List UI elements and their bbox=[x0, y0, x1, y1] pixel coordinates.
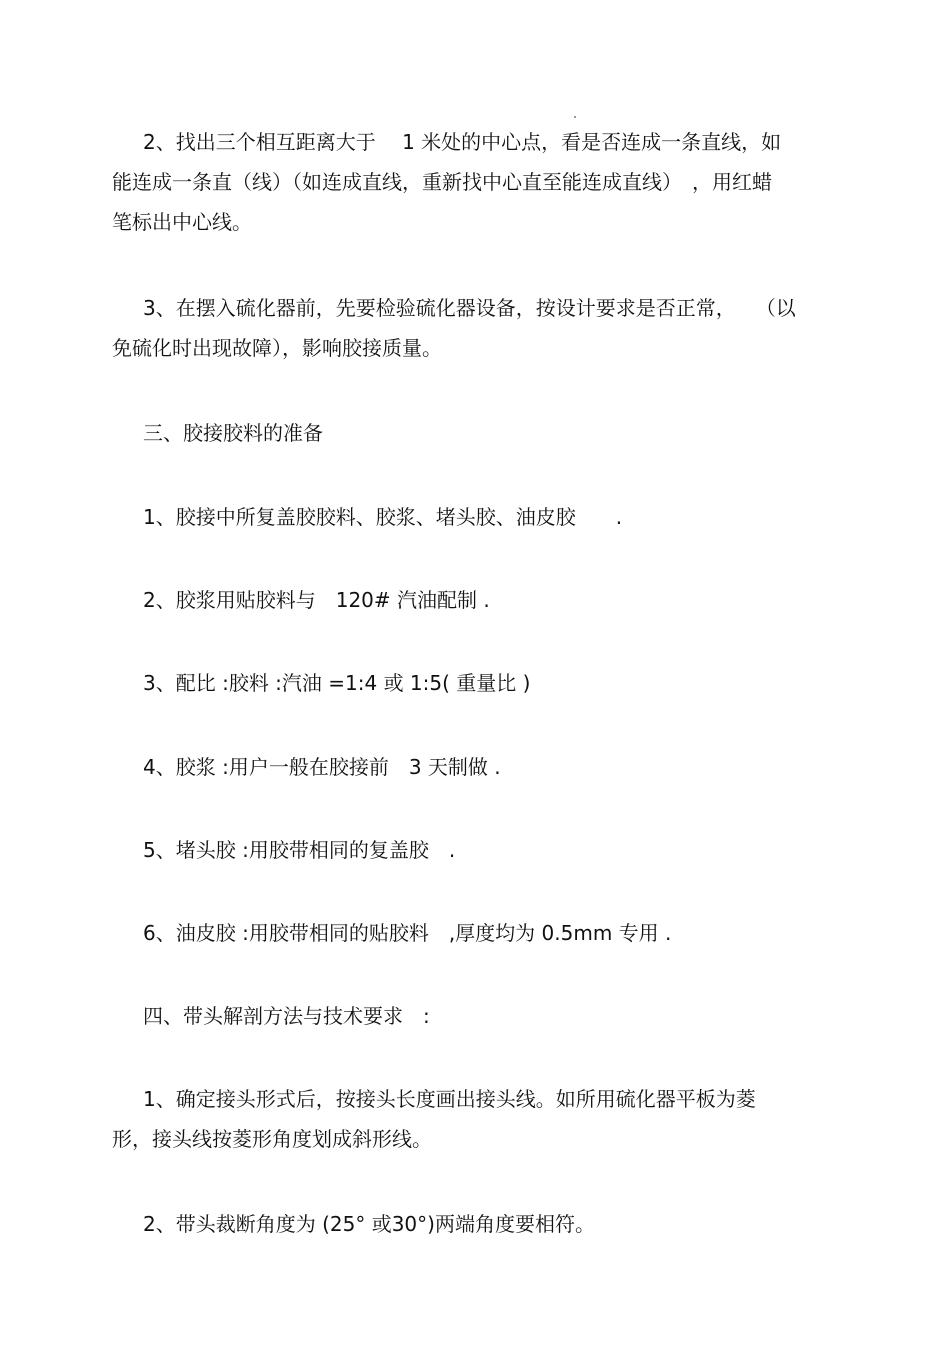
paragraph-item-4-2 bbox=[112, 1204, 892, 1244]
text-line: 2、带头裁断角度为 (25° 或30°)两端角度要相符。 bbox=[143, 1212, 595, 1236]
text-line: 6、油皮胶 :用胶带相同的贴胶料 ,厚度均为 0.5mm 专用 . bbox=[143, 921, 672, 945]
paragraph-1 bbox=[112, 122, 892, 242]
text-line: 2、胶浆用贴胶料与 120# 汽油配制 . bbox=[143, 588, 490, 612]
paragraph-item-5 bbox=[112, 830, 892, 870]
section-heading-4 bbox=[112, 996, 892, 1036]
paragraph-item-2 bbox=[112, 580, 892, 620]
paragraph-item-4 bbox=[112, 747, 892, 787]
text-line: 能连成一条直（线）（如连成直线，重新找中心直至能连成直线） ，用红蜡 bbox=[112, 170, 772, 194]
paragraph-2 bbox=[112, 288, 892, 368]
scan-dot bbox=[574, 116, 576, 118]
text-line: 形，接头线按菱形角度划成斜形线。 bbox=[112, 1127, 432, 1151]
text-line: 免硫化时出现故障），影响胶接质量。 bbox=[112, 336, 442, 360]
text-line: 1、胶接中所复盖胶胶料、胶浆、堵头胶、油皮胶 . bbox=[143, 505, 623, 529]
paragraph-item-6 bbox=[112, 913, 892, 953]
heading-text: 四、带头解剖方法与技术要求 : bbox=[143, 1004, 430, 1028]
heading-text: 三、胶接胶料的准备 bbox=[143, 421, 323, 445]
text-line: 2、找出三个相互距离大于 1 米处的中心点，看是否连成一条直线，如 bbox=[143, 130, 782, 154]
paragraph-item-3 bbox=[112, 663, 892, 703]
text-line: 3、在摆入硫化器前，先要检验硫化器设备，按设计要求是否正常， （以 bbox=[143, 296, 796, 320]
section-heading-3 bbox=[112, 413, 892, 453]
paragraph-item-1 bbox=[112, 497, 892, 537]
paragraph-item-4-1 bbox=[112, 1079, 892, 1159]
text-line: 5、堵头胶 :用胶带相同的复盖胶 . bbox=[143, 838, 456, 862]
text-line: 笔标出中心线。 bbox=[112, 210, 252, 234]
text-line: 1、确定接头形式后，按接头长度画出接头线。如所用硫化器平板为菱 bbox=[143, 1087, 756, 1111]
text-line: 4、胶浆 :用户一般在胶接前 3 天制做 . bbox=[143, 755, 501, 779]
text-line: 3、配比 :胶料 :汽油 =1:4 或 1:5( 重量比 ) bbox=[143, 671, 531, 695]
